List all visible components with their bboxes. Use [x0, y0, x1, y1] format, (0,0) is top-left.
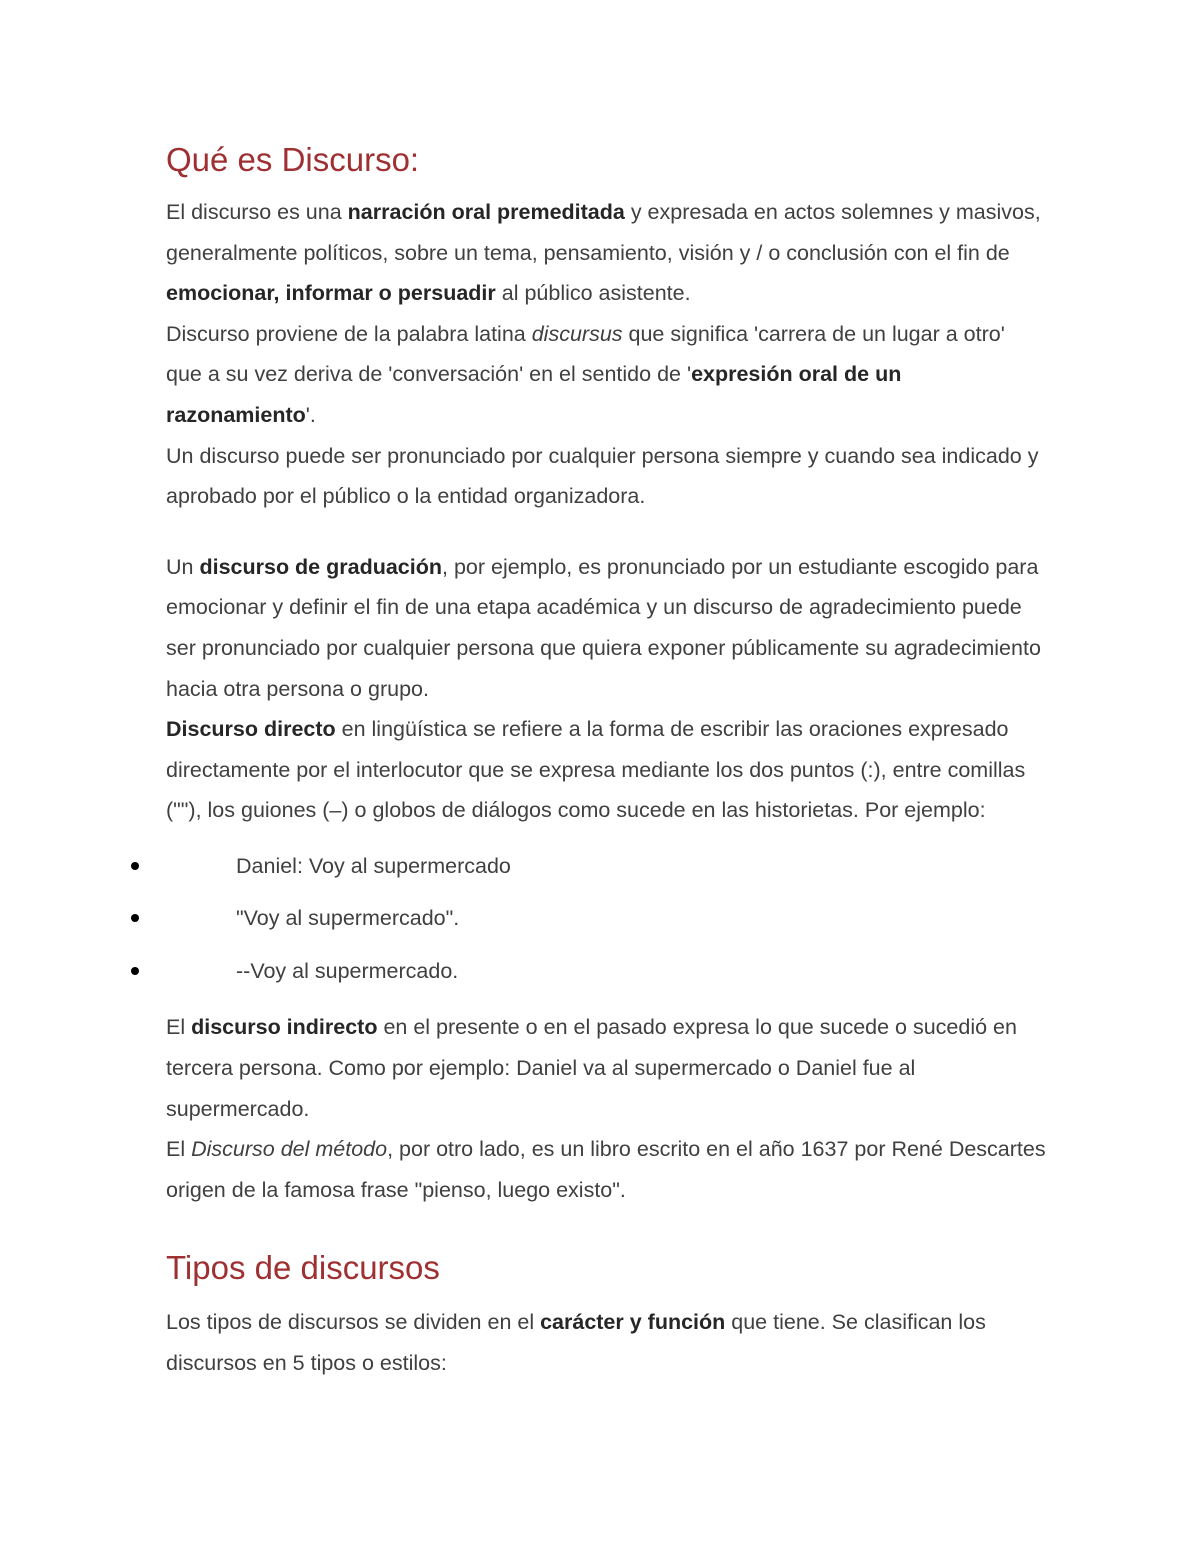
list-item-text: "Voy al supermercado".: [236, 906, 460, 931]
text-run: , por ejemplo, es pronunciado por un estudiante escogido para emocionar y definir el fin de una etapa académica y un discurso de agradecimiento puede ser pronunciado por cualquier persona que quiera exponer públicamente su agradecimiento hacia otra persona o grupo.: [166, 554, 1041, 701]
heading-que-es-discurso: Qué es Discurso:: [166, 141, 420, 178]
paragraph-direct-speech: [166, 709, 1046, 831]
text-run: , por otro lado, es un libro escrito en el año 1637 por René Descartes origen de la famosa frase "pienso, luego existo".: [166, 1137, 1046, 1202]
example-list: [166, 840, 1046, 998]
bold-run: carácter y función: [540, 1310, 726, 1335]
bold-run: emocionar, informar o persuadir: [166, 281, 496, 306]
bullet-icon: [131, 862, 139, 870]
italic-run: discursus: [531, 321, 623, 346]
text-run: al público asistente.: [495, 281, 691, 306]
text-run: Los tipos de discursos se dividen en el: [166, 1310, 541, 1335]
bullet-icon: [131, 914, 139, 922]
paragraph-definition: [166, 192, 1046, 314]
paragraph-types-intro: [166, 1302, 1046, 1383]
italic-run: Discurso del método: [191, 1137, 388, 1162]
bullet-icon: [131, 967, 139, 975]
text-run: El: [166, 1137, 192, 1162]
bold-run: expresión oral de un razonamiento: [166, 362, 902, 427]
text-run: El discurso es una: [166, 200, 348, 224]
text-run: que significa 'carrera de un lugar a otro' que a su vez deriva de 'conversación' en el sentido de ': [166, 321, 1005, 387]
text-run: '.: [305, 402, 316, 427]
text-run: y expresada en actos solemnes y masivos, generalmente políticos, sobre un tema, pensamiento, visión y / o conclusión con el fin de: [166, 200, 1041, 265]
paragraph-graduation-speech: [166, 547, 1046, 709]
paragraph-discurso-del-metodo: [166, 1129, 1046, 1210]
list-item: [166, 840, 1046, 893]
text-run: Un: [166, 554, 200, 579]
text-run: Discurso proviene de la palabra latina: [166, 321, 532, 346]
bold-run: narración oral premeditada: [347, 200, 625, 224]
text-run: que tiene. Se clasifican los discursos en 5 tipos o estilos:: [166, 1310, 986, 1375]
list-item-text: --Voy al supermercado.: [236, 958, 459, 983]
text-run: El: [166, 1015, 192, 1040]
paragraph-indirect-speech: [166, 1007, 1046, 1129]
document-body: [166, 140, 1046, 1384]
list-item: [166, 892, 1046, 945]
bold-run: discurso indirecto: [191, 1015, 378, 1040]
bold-run: discurso de graduación: [199, 554, 442, 579]
heading-tipos-de-discursos: Tipos de discursos: [166, 1249, 440, 1287]
paragraph-who-can-speak: Un discurso puede ser pronunciado por cualquier persona siempre y cuando sea indicado y aprobado por el público o la entidad organizadora.: [166, 443, 1039, 509]
paragraph-etymology: [166, 314, 1046, 436]
text-run: en el presente o en el pasado expresa lo que sucede o sucedió en tercera persona. Como por ejemplo: Daniel va al supermercado o Daniel fue al supermercado.: [166, 1015, 1017, 1121]
text-run: en lingüística se refiere a la forma de escribir las oraciones expresado directamente por el interlocutor que se expresa mediante los dos puntos (:), entre comillas (""), los guiones (–) o globos de diálogos como sucede en las historietas. Por ejemplo:: [166, 717, 1026, 823]
list-item: [166, 945, 1046, 998]
bold-run: Discurso directo: [166, 717, 336, 742]
list-item-text: Daniel: Voy al supermercado: [236, 853, 511, 878]
